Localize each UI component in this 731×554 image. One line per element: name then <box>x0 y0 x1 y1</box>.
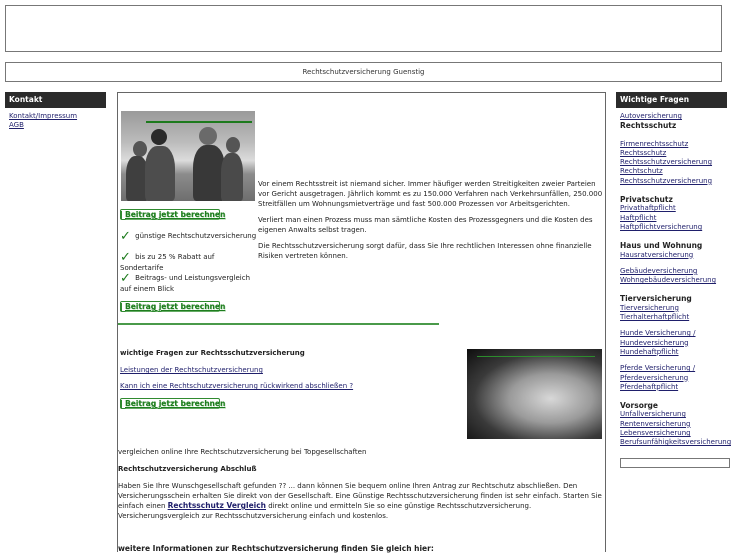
thoughtful-man-image <box>467 349 602 439</box>
link-rechtsschutzversicherung-2[interactable]: Rechtsschutzversicherung <box>620 176 713 185</box>
link-gebaeudeversicherung[interactable]: Gebäudeversicherung <box>620 266 698 275</box>
page-title: Rechtschutzversicherung Guenstig <box>302 68 425 76</box>
link-haftpflicht[interactable]: Haftpflicht <box>620 213 657 222</box>
category-vorsorge: Vorsorge <box>620 401 659 411</box>
calc-premium-button-1[interactable]: Beitrag jetzt berechnen <box>120 209 220 220</box>
checkbox-icon <box>121 303 122 311</box>
link-rechtsschutz[interactable]: Rechtsschutz <box>620 148 667 157</box>
link-hundehaftpflicht[interactable]: Hundehaftpflicht <box>620 347 679 356</box>
intro-text <box>258 179 604 267</box>
link-lebensversicherung[interactable]: Lebensversicherung <box>620 429 691 438</box>
compare-line: vergleichen online Ihre Rechtschutzversicherung bei Topgesellschaften <box>118 448 367 456</box>
link-tierhalterhaftpflicht[interactable]: Tierhalterhaftpflicht <box>620 313 690 322</box>
calc-premium-button-2[interactable]: Beitrag jetzt berechnen <box>120 301 220 312</box>
category-tierversicherung: Tierversicherung <box>620 294 692 304</box>
link-hundeversicherung[interactable]: Hundeversicherung <box>620 338 689 347</box>
more-info-heading: weitere Informationen zur Rechtschutzversicherung finden Sie gleich hier: <box>118 544 434 553</box>
category-haus-wohnung: Haus und Wohnung <box>620 241 703 251</box>
link-kontakt-impressum[interactable]: Kontakt/Impressum <box>9 112 78 120</box>
page-title-bar <box>5 62 722 82</box>
right-sidebar-heading: Wichtige Fragen <box>616 92 727 108</box>
checkbox-icon <box>121 211 122 219</box>
left-sidebar-links <box>5 108 106 134</box>
divider <box>118 323 439 325</box>
intro-paragraph: Die Rechtsschutzversicherung sorgt dafür, dass Sie Ihre rechtlichen Interessen ohne finanzielle Risiken vertreten können. <box>258 242 592 260</box>
search-input[interactable] <box>620 458 730 468</box>
left-sidebar <box>5 92 106 134</box>
intro-paragraph: Verliert man einen Prozess muss man sämtliche Kosten des Prozessgegners und die Kosten des eigenen Anwalts selbst tragen. <box>258 216 593 234</box>
faq-section <box>120 349 460 398</box>
link-berufsunfaehigkeitsversicherung[interactable]: Berufsunfähigkeitsversicherung <box>620 438 731 447</box>
faq-link-rueckwirkend[interactable]: Kann ich eine Rechtschutzversicherung rückwirkend abschließen ? <box>120 382 354 390</box>
banner <box>5 5 722 52</box>
decorative-line <box>146 121 252 123</box>
faq-heading: wichtige Fragen zur Rechtsschutzversicherung <box>120 349 305 357</box>
faq-link-leistungen[interactable]: Leistungen der Rechtschutzversicherung <box>120 366 263 374</box>
link-privathaftpflicht[interactable]: Privathaftpflicht <box>620 204 676 213</box>
link-autoversicherung[interactable]: Autoversicherung <box>620 112 682 120</box>
link-rechtsschutzversicherung[interactable]: Rechtsschutzversicherung <box>620 158 713 167</box>
link-pferdeversicherung[interactable]: Pferdeversicherung <box>620 373 689 382</box>
checkmark-icon: ✓ <box>120 229 131 244</box>
link-firmenrechtsschutz[interactable]: Firmenrechtsschutz <box>620 139 689 148</box>
link-pferdehaftpflicht[interactable]: Pferdehaftpflicht <box>620 382 679 391</box>
link-agb[interactable]: AGB <box>9 121 24 129</box>
right-sidebar-links <box>616 108 731 472</box>
left-sidebar-heading: Kontakt <box>5 92 106 108</box>
link-hausratversicherung[interactable]: Hausratversicherung <box>620 250 694 259</box>
family-beach-image <box>121 111 255 201</box>
calc-premium-button-3[interactable]: Beitrag jetzt berechnen <box>120 398 220 409</box>
feature-item: ✓ bis zu 25 % Rabatt auf Sondertarife <box>120 250 215 272</box>
link-pferde-versicherung[interactable]: Pferde Versicherung / <box>620 364 696 373</box>
rechtsschutz-vergleich-link[interactable]: Rechtsschutz Vergleich <box>167 501 267 510</box>
right-sidebar <box>616 92 731 472</box>
section-paragraph: Haben Sie Ihre Wunschgesellschaft gefunden ?? ... dann können Sie bequem online Ihren Antrag zur Rechtschutz abschließen. Den Versicherungsschein erhalten Sie direkt von der Gesellschaft. Eine Günstige Rechtsschutzversicherung finden ist sehr einfach. Starten Sie einfach einen Rechtsschutz Vergleich direkt online und ermitteln Sie so eine günstige Rechtsschutzversicherung. Versicherungsvergleich zur Rechtsschutzversicherung einfach und kostenlos. <box>118 482 602 520</box>
decorative-line <box>477 356 595 357</box>
link-rentenversicherung[interactable]: Rentenversicherung <box>620 419 691 428</box>
link-haftpflichtversicherung[interactable]: Haftpflichtversicherung <box>620 222 703 231</box>
checkbox-icon <box>121 400 122 408</box>
checkmark-icon: ✓ <box>120 250 131 265</box>
feature-item: ✓ Beitrags- und Leistungsvergleich auf einem Blick <box>120 271 251 293</box>
link-rechtschutz[interactable]: Rechtschutz <box>620 167 663 176</box>
intro-paragraph: Vor einem Rechtsstreit ist niemand sicher. Immer häufiger werden Streitigkeiten zweier Parteien vor Gericht ausgetragen. Jährlich kommt es zu 150.000 Verfahren nach Verkehrsunfällen, 250.000 Streitfällen um Wohnungsmietverträge und fast 500.000 Prozessen vor Arbeitsgerichten. <box>258 180 603 208</box>
link-hunde-versicherung[interactable]: Hunde Versicherung / <box>620 329 696 338</box>
link-wohngebaeudeversicherung[interactable]: Wohngebäudeversicherung <box>620 276 717 285</box>
link-tierversicherung[interactable]: Tierversicherung <box>620 303 679 312</box>
main-content <box>117 92 606 552</box>
section-heading: Rechtschutzversicherung Abschluß <box>118 465 257 473</box>
category-privatschutz: Privatschutz <box>620 195 673 205</box>
feature-item: ✓ günstige Rechtschutzversicherung <box>120 229 257 244</box>
conclusion-section <box>118 447 604 554</box>
checkmark-icon: ✓ <box>120 271 131 286</box>
category-rechtsschutz: Rechtsschutz <box>620 121 677 131</box>
link-unfallversicherung[interactable]: Unfallversicherung <box>620 410 686 419</box>
